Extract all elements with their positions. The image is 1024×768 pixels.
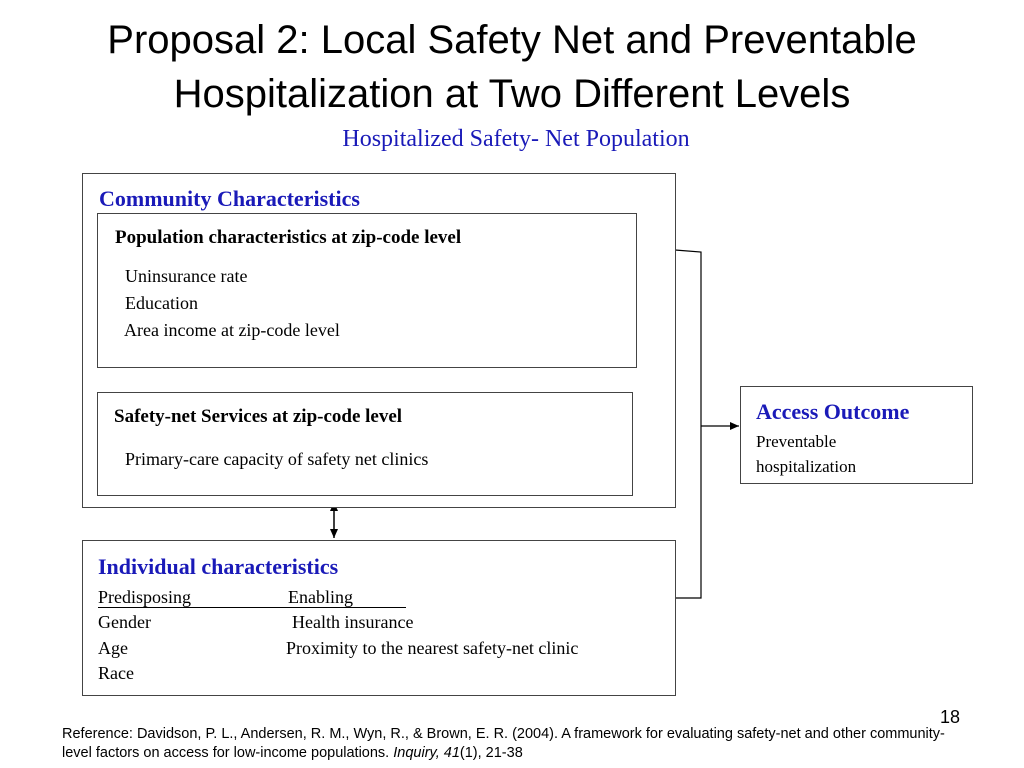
predisposing-header: Predisposing <box>98 587 192 607</box>
safety-net-services-box <box>97 392 633 496</box>
slide-title-line-1: Proposal 2: Local Safety Net and Preventable <box>107 18 917 62</box>
column-header-underline <box>98 607 406 608</box>
predisposing-item: Gender <box>98 612 151 632</box>
reference-text: Reference: Davidson, P. L., Andersen, R. M., Wyn, R., & Brown, E. R. (2004). A framework for evaluating safety-net and other community-level factors on access for low-income populations. <box>62 726 945 761</box>
individual-heading: Individual characteristics <box>98 554 339 579</box>
population-item: Area income at zip-code level <box>124 320 340 340</box>
reference-journal: Inquiry, 41 <box>393 745 460 761</box>
outcome-heading: Access Outcome <box>756 399 910 424</box>
services-heading: Safety-net Services at zip-code level <box>114 406 403 427</box>
services-item: Primary-care capacity of safety net clinics <box>125 449 429 469</box>
access-outcome-box <box>740 386 973 484</box>
enabling-item: Health insurance <box>292 612 414 632</box>
reference-citation <box>62 725 962 763</box>
slide-subtitle: Hospitalized Safety- Net Population <box>342 126 690 152</box>
population-item: Uninsurance rate <box>125 266 248 286</box>
reference-issue: (1), 21-38 <box>459 745 523 761</box>
enabling-item: Proximity to the nearest safety-net clinic <box>286 638 579 658</box>
individual-characteristics-box <box>82 540 676 696</box>
connector-bracket <box>675 250 701 598</box>
page-number: 18 <box>940 707 961 727</box>
enabling-header: Enabling <box>288 587 353 607</box>
population-item: Education <box>125 293 198 313</box>
outcome-line: hospitalization <box>756 457 857 476</box>
slide-title-line-2: Hospitalization at Two Different Levels <box>173 72 851 116</box>
population-heading: Population characteristics at zip-code level <box>115 227 462 248</box>
predisposing-item: Age <box>98 638 128 658</box>
population-characteristics-box <box>97 213 637 368</box>
outcome-line: Preventable <box>756 432 837 451</box>
predisposing-item: Race <box>98 663 134 683</box>
community-heading: Community Characteristics <box>99 186 360 211</box>
